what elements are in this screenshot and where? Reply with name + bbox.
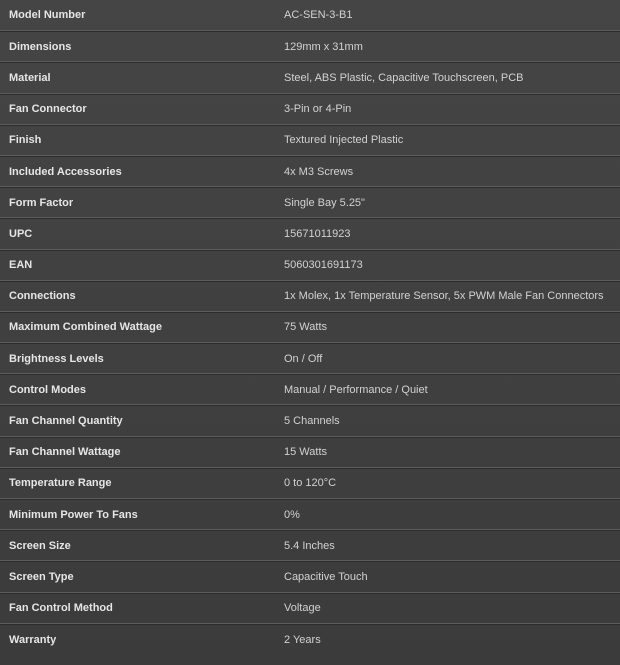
spec-label: Warranty bbox=[9, 633, 57, 646]
spec-row-model-number bbox=[0, 0, 620, 31]
spec-label: Maximum Combined Wattage bbox=[9, 321, 162, 334]
spec-value: 2 Years bbox=[284, 633, 321, 646]
spec-value: Manual / Performance / Quiet bbox=[284, 383, 428, 396]
spec-row-form-factor bbox=[0, 187, 620, 218]
spec-row-fan-channel-quantity bbox=[0, 405, 620, 436]
spec-value: 15 Watts bbox=[284, 446, 327, 459]
spec-value: Single Bay 5.25" bbox=[284, 196, 365, 209]
spec-label: Brightness Levels bbox=[9, 352, 104, 365]
spec-value: Textured Injected Plastic bbox=[284, 134, 404, 147]
spec-row-screen-size bbox=[0, 530, 620, 561]
spec-value: 75 Watts bbox=[284, 321, 327, 334]
spec-row-minimum-power-to-fans bbox=[0, 499, 620, 530]
spec-label: Screen Size bbox=[9, 539, 71, 552]
spec-label: Connections bbox=[9, 290, 76, 303]
spec-row-control-modes bbox=[0, 374, 620, 405]
spec-label: Control Modes bbox=[9, 383, 86, 396]
spec-label: Fan Control Method bbox=[9, 602, 113, 615]
spec-label: Finish bbox=[9, 134, 42, 147]
spec-value: 0% bbox=[284, 508, 300, 521]
spec-label: Minimum Power To Fans bbox=[9, 508, 138, 521]
spec-value: 15671011923 bbox=[284, 227, 351, 240]
spec-label: Screen Type bbox=[9, 570, 74, 583]
spec-label: Fan Channel Quantity bbox=[9, 415, 123, 428]
spec-value: 129mm x 31mm bbox=[284, 40, 363, 53]
spec-value: 0 to 120°C bbox=[284, 477, 337, 490]
spec-label: Model Number bbox=[9, 9, 86, 22]
spec-value: 4x M3 Screws bbox=[284, 165, 354, 178]
spec-value: 5060301691173 bbox=[284, 259, 363, 272]
spec-row-included-accessories bbox=[0, 156, 620, 187]
spec-label: Fan Connector bbox=[9, 103, 87, 116]
spec-row-finish bbox=[0, 125, 620, 156]
spec-label: EAN bbox=[9, 259, 33, 272]
spec-label: UPC bbox=[9, 227, 33, 240]
spec-value: AC-SEN-3-B1 bbox=[284, 9, 353, 22]
spec-row-warranty bbox=[0, 624, 620, 655]
spec-row-maximum-combined-wattage bbox=[0, 312, 620, 343]
spec-value: 5 Channels bbox=[284, 415, 340, 428]
spec-row-fan-connector bbox=[0, 94, 620, 125]
spec-row-temperature-range bbox=[0, 468, 620, 499]
spec-row-fan-channel-wattage bbox=[0, 437, 620, 468]
spec-row-dimensions bbox=[0, 31, 620, 62]
spec-row-screen-type bbox=[0, 561, 620, 592]
spec-value: Voltage bbox=[284, 602, 321, 615]
spec-value: Steel, ABS Plastic, Capacitive Touchscreen, PCB bbox=[284, 71, 524, 84]
spec-label: Material bbox=[9, 71, 51, 84]
spec-label: Included Accessories bbox=[9, 165, 122, 178]
spec-value: 1x Molex, 1x Temperature Sensor, 5x PWM Male Fan Connectors bbox=[284, 290, 604, 303]
spec-label: Temperature Range bbox=[9, 477, 112, 490]
spec-value: Capacitive Touch bbox=[284, 570, 368, 583]
spec-row-ean bbox=[0, 250, 620, 281]
spec-row-connections bbox=[0, 281, 620, 312]
spec-row-brightness-levels bbox=[0, 343, 620, 374]
spec-row-upc bbox=[0, 218, 620, 249]
spec-row-material bbox=[0, 62, 620, 93]
spec-label: Fan Channel Wattage bbox=[9, 446, 121, 459]
spec-value: On / Off bbox=[284, 352, 323, 365]
spec-label: Dimensions bbox=[9, 40, 72, 53]
spec-label: Form Factor bbox=[9, 196, 74, 209]
spec-row-fan-control-method bbox=[0, 593, 620, 624]
spec-value: 3-Pin or 4-Pin bbox=[284, 103, 352, 116]
spec-value: 5.4 Inches bbox=[284, 539, 335, 552]
